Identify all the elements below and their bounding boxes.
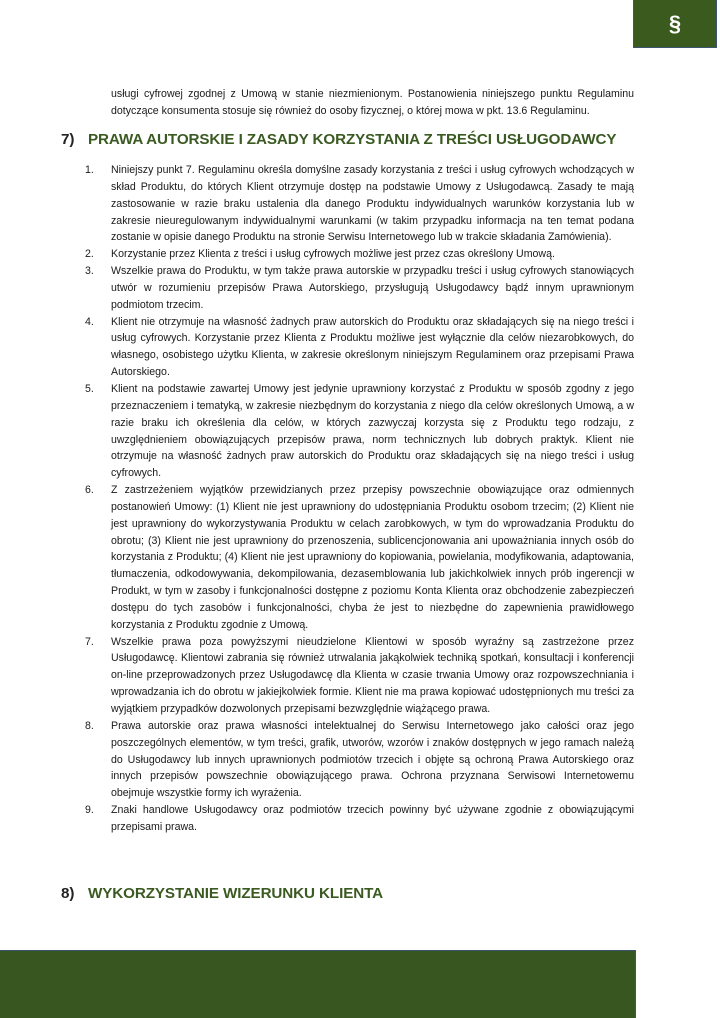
list-item bbox=[85, 802, 634, 836]
section-heading-7 bbox=[61, 131, 661, 148]
section-heading-8 bbox=[61, 885, 661, 902]
item-number: 6. bbox=[85, 484, 94, 497]
list-item bbox=[85, 263, 634, 314]
section-symbol-badge bbox=[633, 0, 717, 48]
item-text: Korzystanie przez Klienta z treści i usług cyfrowych możliwe jest przez czas określony Umową. bbox=[111, 248, 555, 261]
item-number: 5. bbox=[85, 382, 94, 395]
list-item bbox=[85, 162, 634, 246]
section-7-list bbox=[85, 162, 634, 836]
item-text: Klient na podstawie zawartej Umowy jest jedynie uprawniony korzystać z Produktu w sposób zgodny z jego przeznaczeniem i tematyką, w zakresie niezbędnym do korzystania z niego dla celów określonych Umową, a w razie braku ich określenia dla celów, w których zazwyczaj korzysta się z Produktu tego rodzaju, z uwzględnieniem obowiązujących przepisów prawa, norm technicznych lub dobrych praktyk. Klient nie otrzymuje na własność żadnych praw autorskich do Produktu oraz składających się na niego treści i usług cyfrowych. bbox=[111, 382, 634, 480]
item-number: 7. bbox=[85, 635, 94, 648]
item-text: Wszelkie prawa poza powyższymi nieudzielone Klientowi w sposób wyraźny są zastrzeżone przez Usługodawcę. Klientowi zabrania się również utrwalania jakąkolwiek techniką spotkań, konsultacji i konferencji on-line przeprowadzonych przez Usługodawcę dla Klienta w czasie trwania Umowy oraz rozpowszechniania i wprowadzania ich do obrotu w jakiejkolwiek formie. Klient nie ma prawa kopiować udostępnionych mu treści za wyjątkiem przypadków dozwolonych przepisami bezwzględnie wiążącego prawa. bbox=[111, 635, 634, 715]
item-text: Niniejszy punkt 7. Regulaminu określa domyślne zasady korzystania z treści i usług cyfrowych wchodzących w skład Produktu, do których Klient otrzymuje dostęp na podstawie Umowy z Usługodawcą. Zasady te mają zastosowanie w razie braku ustalenia dla danego Produktu indywidualnych warunków korzystania lub w zakresie nieuregulowanym indywidualnymi warunkami (w takim przypadku informacja na ten temat podana zostanie w opisie danego Produktu na stronie Serwisu Internetowego lub w trakcie składania Zamówienia). bbox=[111, 164, 634, 244]
list-item bbox=[85, 246, 634, 263]
section-number: 7) bbox=[61, 131, 75, 148]
section-number: 8) bbox=[61, 885, 75, 902]
continued-paragraph: usługi cyfrowej zgodnej z Umową w stanie niezmienionym. Postanowienia niniejszego punktu Regulaminu dotyczące konsumenta stosuje się również do osoby fizycznej, o której mowa w pkt. 13.6 Regulaminu. bbox=[111, 88, 634, 117]
section-title: PRAWA AUTORSKIE I ZASADY KORZYSTANIA Z TREŚCI USŁUGODAWCY bbox=[88, 131, 617, 148]
section-title: WYKORZYSTANIE WIZERUNKU KLIENTA bbox=[88, 885, 384, 902]
item-text: Wszelkie prawa do Produktu, w tym także prawa autorskie w przypadku treści i usług cyfrowych stanowiących utwór w rozumieniu przepisów Prawa Autorskiego, przysługują Usługodawcy bądź innym uprawnionym podmiotom trzecim. bbox=[111, 265, 634, 311]
item-number: 1. bbox=[85, 164, 94, 176]
item-number: 8. bbox=[85, 719, 94, 732]
item-number: 4. bbox=[85, 315, 94, 328]
item-text: Prawa autorskie oraz prawa własności intelektualnej do Serwisu Internetowego jako całości oraz jego poszczególnych elementów, w tym treści, grafik, utworów, wzorów i znaków dostępnych w jego ramach należą do Usługodawcy lub innych uprawnionych podmiotów trzecich i objęte są ochroną Prawa Autorskiego oraz innych przepisów powszechnie obowiązującego prawa. Ochrona przyznana Serwisowi Internetowemu obejmuje wszystkie formy ich wyrażenia. bbox=[111, 719, 634, 800]
list-item bbox=[85, 634, 634, 718]
item-number: 9. bbox=[85, 804, 94, 817]
footer-bar bbox=[0, 950, 636, 1018]
item-text: Znaki handlowe Usługodawcy oraz podmiotów trzecich powinny być używane zgodnie z obowiązującymi przepisami prawa. bbox=[111, 804, 634, 833]
item-number: 2. bbox=[85, 248, 94, 261]
list-item bbox=[85, 381, 634, 482]
item-number: 3. bbox=[85, 265, 94, 278]
list-item bbox=[85, 718, 634, 802]
item-text: Klient nie otrzymuje na własność żadnych praw autorskich do Produktu oraz składających się na niego treści i usług cyfrowych. Korzystanie przez Klienta z Produktu możliwe jest wyłącznie dla celów niezarobkowych, do własnego, osobistego użytku Klienta, w zakresie określonym niniejszym Regulaminem oraz przepisami Prawa Autorskiego. bbox=[111, 315, 634, 379]
paragraph-sign-icon: § bbox=[668, 10, 682, 36]
list-item bbox=[85, 314, 634, 381]
list-item bbox=[85, 482, 634, 634]
item-text: Z zastrzeżeniem wyjątków przewidzianych przez przepisy powszechnie obowiązujące oraz odmiennych postanowień Umowy: (1) Klient nie jest uprawniony do udostępniania Produktu osobom trzecim; (2) Klient nie jest uprawniony do wykorzystywania Produktu w celach zarobkowych, w tym do wprowadzania Produktu do obrotu; (3) Klient nie jest uprawniony do przenoszenia, sublicencjonowania ani upoważniania innych osób do korzystania z Produktu; (4) Klient nie jest uprawniony do kopiowania, powielania, modyfikowania, adaptowania, tłumaczenia, odkodowywania, dekompilowania, dezasemblowania lub jakichkolwiek innych prób ingerencji w Produkt, w tym w zasoby i funkcjonalności dostępne z poziomu Konta Klienta oraz obchodzenie zabezpieczeń dostępu do tych zasobów i funkcjonalności, chyba że jest to niezbędne do zapewnienia prawidłowego korzystania z Produktu zgodnie z Umową. bbox=[111, 484, 634, 631]
